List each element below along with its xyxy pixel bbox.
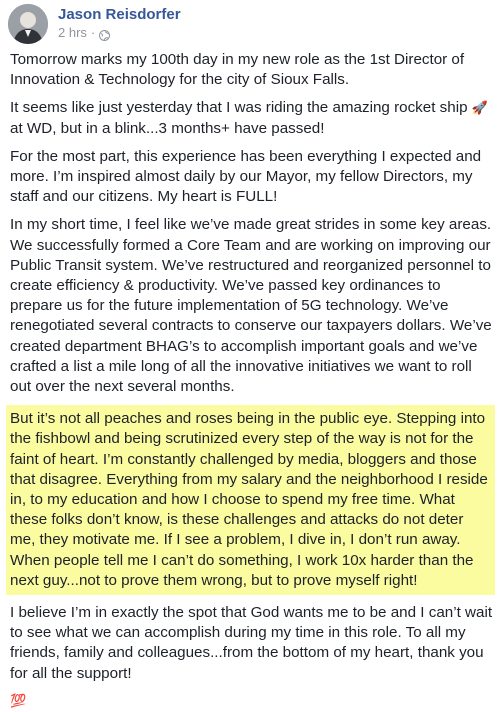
globe-icon[interactable] (99, 28, 110, 39)
author-name[interactable]: Jason Reisdorfer (58, 6, 181, 23)
post-header (8, 4, 181, 44)
post-meta (58, 4, 181, 42)
paragraph-2-end: at WD, but in a blink...3 months+ have passed! (10, 119, 325, 137)
timestamp[interactable]: 2 hrs (58, 25, 87, 40)
post-subline (58, 24, 181, 42)
paragraph-6: I believe I’m in exactly the spot that God wants me to be and I can’t wait to see what we can accomplish during my time in this role. To all my friends, family and colleagues...from the bottom of my heart, thank you for all the support! (10, 604, 493, 682)
paragraph-2-start: It seems like just yesterday that I was riding the amazing rocket ship (10, 99, 468, 117)
paragraph-1: Tomorrow marks my 100th day in my new role as the 1st Director of Innovation & Technology for the city of Sioux Falls. (10, 51, 465, 89)
post-body (10, 50, 495, 712)
avatar[interactable] (8, 4, 48, 44)
paragraph-2 (10, 98, 495, 138)
hundred-icon: 💯 (10, 693, 26, 709)
highlighted-paragraph: But it’s not all peaches and roses being in the public eye. Stepping into the fishbowl and being scrutinized every step of the way is not for the faint of heart. I’m constantly challenged by media, bloggers and those that disagree. Everything from my salary and the neighborhood I reside in, to my education and how I choose to spend my free time. What these folks don’t know, is these challenges and attacks do not deter me, they motivate me. If I see a problem, I dive in, I don’t run away. When people tell me I can’t do something, I work 10x harder than the next guy...not to prove them wrong, but to prove myself right! (6, 405, 495, 595)
separator: · (90, 25, 96, 40)
paragraph-4: In my short time, I feel like we’ve made great strides in some key areas. We successfully formed a Core Team and are working on improving our Public Transit system. We’ve restructured and reorganized personnel to create efficiency & productivity. We’ve passed key ordinances to prepare us for the future implementation of 5G technology. We’ve renegotiated several contracts to conserve our taxpayers dollars. We’ve created department BHAG’s to accomplish important goals and we’ve crafted a list a mile long of all the innovative initiatives we want to roll out over the next several months. (10, 216, 492, 396)
paragraph-3: For the most part, this experience has been everything I expected and more. I’m inspired almost daily by our Mayor, my fellow Directors, my staff and our citizens. My heart is FULL! (10, 147, 482, 206)
rocket-icon: 🚀 (471, 100, 488, 116)
